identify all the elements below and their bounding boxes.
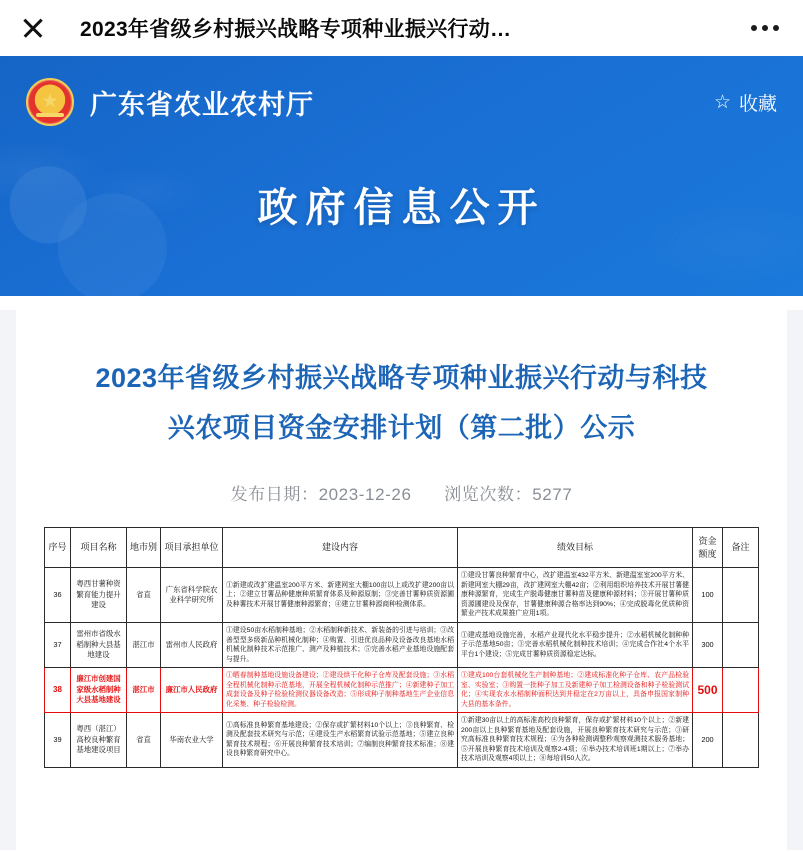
col-header-no: 序号 bbox=[45, 527, 71, 568]
cell-amount: 500 bbox=[693, 668, 723, 713]
cell-content: ①高标准良种繁育基地建设；②保存或扩繁材料10个以上；③良种繁育、检测及配套技术研究与示范；④建设生产水稻繁育试验示范基地；⑤建立良种繁育技术规程；⑥开展良种繁育技术培训；⑦编制良种繁育技术标准；⑧建设良种繁育研究中心。 bbox=[223, 713, 458, 768]
cell-name: 雷州市省级水稻制种大县基地建设 bbox=[71, 622, 127, 667]
cell-content: ①建设50亩水稻制种基地；②水稻制种新技术、新装备的引进与培训；③改善型型多级新品种机械化制种；④购置、引进优良品种及设备改良基地水稻机械化制种技术示范推广、测产及种植技术；⑤完善水稻产业基地设施配套与提升。 bbox=[223, 622, 458, 667]
cell-no: 38 bbox=[45, 668, 71, 713]
document-title bbox=[44, 354, 759, 454]
cell-perf: ①建设甘薯良种繁育中心，改扩建温室432平方米、新建温室室200平方米、新建网室大棚29亩，改扩建网室大棚42亩；②利用组织培养技术开展甘薯健康种源繁育，完成生产脱毒健康甘薯种苗及健康种源材料；③开展甘薯种质资源圃建设及保存，甘薯健康种源合格率达到90%；④完成脱毒化优质种资繁业产技术成果推广应用1项。 bbox=[458, 568, 693, 623]
table-row[interactable] bbox=[45, 622, 759, 667]
cell-unit: 华南农业大学 bbox=[161, 713, 223, 768]
cell-region: 湛江市 bbox=[127, 668, 161, 713]
cell-amount: 200 bbox=[693, 713, 723, 768]
col-header-region: 地市别 bbox=[127, 527, 161, 568]
cell-perf: ①建成基地设施完善，水稻产业现代化水平稳步提升；②水稻机械化制种种子示范基地50亩；③完善水稻机械化制种技术培训；④完成合作社4个水平平台1个建设；⑤完成甘薯种质资源稳定达标。 bbox=[458, 622, 693, 667]
table-row-highlighted[interactable] bbox=[45, 668, 759, 713]
cell-unit: 广东省科学院农业科学研究所 bbox=[161, 568, 223, 623]
table-header-row bbox=[45, 527, 759, 568]
table-row[interactable] bbox=[45, 713, 759, 768]
col-header-remark: 备注 bbox=[723, 527, 759, 568]
cell-unit: 廉江市人民政府 bbox=[161, 668, 223, 713]
cell-region: 湛江市 bbox=[127, 622, 161, 667]
cell-name: 廉江市创建国家级水稻制种大县基地建设 bbox=[71, 668, 127, 713]
col-header-content: 建设内容 bbox=[223, 527, 458, 568]
cell-amount: 300 bbox=[693, 622, 723, 667]
more-dot bbox=[762, 25, 768, 31]
table-scroll-region[interactable] bbox=[44, 527, 759, 827]
col-header-amount: 资金额度 bbox=[693, 527, 723, 568]
cell-no: 39 bbox=[45, 713, 71, 768]
views-count: 5277 bbox=[532, 484, 573, 504]
banner-title-wrap bbox=[0, 176, 803, 233]
cell-no: 37 bbox=[45, 622, 71, 667]
favorite-label: 收藏 bbox=[738, 93, 777, 115]
col-header-name: 项目名称 bbox=[71, 527, 127, 568]
cell-remark bbox=[723, 622, 759, 667]
cell-name: 粤西甘薯种资繁育能力提升建设 bbox=[71, 568, 127, 623]
star-icon: ☆ bbox=[713, 91, 731, 113]
table-header bbox=[45, 527, 759, 568]
cell-remark bbox=[723, 713, 759, 768]
cell-region: 省直 bbox=[127, 568, 161, 623]
cell-perf: ①新建30亩以上的高标准高校良种繁育，保存或扩繁材料10个以上；②新建200亩以上良种繁育基地及配套设施，开展良种繁育技术研究与示范；③研究高标准良种繁育技术规程；④为各种检测调整秒观察观测技术服务基地；⑤开展良种繁育技术培训及观察2-4项；⑥举办技术培训班1期以上；⑦举办技术培训及观察4项以上；⑧每培训50人次。 bbox=[458, 713, 693, 768]
cell-remark bbox=[723, 668, 759, 713]
favorite-button[interactable] bbox=[714, 89, 777, 116]
close-icon[interactable] bbox=[20, 15, 46, 41]
more-options-icon[interactable] bbox=[751, 25, 783, 31]
project-funding-table bbox=[44, 527, 759, 768]
app-bar bbox=[0, 0, 803, 56]
header-top-row bbox=[0, 56, 803, 148]
more-dot bbox=[773, 25, 779, 31]
cell-unit: 雷州市人民政府 bbox=[161, 622, 223, 667]
cell-content: ①新建或改扩建温室200平方米、新建网室大棚100亩以上或改扩建200亩以上；②建立甘薯品种健康种质繁育体系及种源原制；③完善甘薯种质资源圃及种薯技术开展甘薯健康种源繁育；④建立甘薯种源商种检测体系。 bbox=[223, 568, 458, 623]
publish-date-value: 2023-12-26 bbox=[318, 484, 412, 504]
cell-perf: ①建成100台套机械化生产制种基地；②建成标准化种子仓库、农产品检验室、实验室；③购置一批种子加工及新建种子加工检测设备和种子检验测试化；④实现农水水稻制种面积达到并稳定在2万亩以上，具备申报国家制种大县的基本条件。 bbox=[458, 668, 693, 713]
page-background bbox=[0, 310, 803, 850]
banner-title: 政府信息公开 bbox=[257, 186, 546, 230]
cell-remark bbox=[723, 568, 759, 623]
cell-no: 36 bbox=[45, 568, 71, 623]
site-header bbox=[0, 56, 803, 296]
site-name: 广东省农业农村厅 bbox=[90, 89, 314, 120]
national-emblem-icon bbox=[26, 78, 74, 126]
document-title-line2: 兴农项目资金安排计划（第二批）公示 bbox=[167, 412, 636, 443]
cell-region: 省直 bbox=[127, 713, 161, 768]
cell-amount: 100 bbox=[693, 568, 723, 623]
more-dot bbox=[751, 25, 757, 31]
col-header-unit: 项目承担单位 bbox=[161, 527, 223, 568]
document-title-line1: 2023年省级乡村振兴战略专项种业振兴行动与科技 bbox=[95, 363, 708, 393]
cell-content: ①晒春制种基地设施设备建设；②建设烘干化种子仓库及配套设施；③水稻全程机械化制种示范基地，开展全程机械化制种示范推广；④新建种子加工成套设备及种子检验检测仪器设备改造；⑤形成种子制种基地生产企业信息化采集、种子检验检测。 bbox=[223, 668, 458, 713]
col-header-perf: 绩效目标 bbox=[458, 527, 693, 568]
publish-date-label: 发布日期： bbox=[230, 484, 319, 504]
table-body bbox=[45, 568, 759, 767]
page-title: 2023年省级乡村振兴战略专项种业振兴行动… bbox=[80, 18, 512, 41]
document-card bbox=[16, 310, 787, 850]
cell-name: 粤西（湛江）高校良种繁育基地建设项目 bbox=[71, 713, 127, 768]
document-meta bbox=[44, 480, 759, 505]
table-row[interactable] bbox=[45, 568, 759, 623]
views-label: 浏览次数： bbox=[444, 484, 533, 504]
